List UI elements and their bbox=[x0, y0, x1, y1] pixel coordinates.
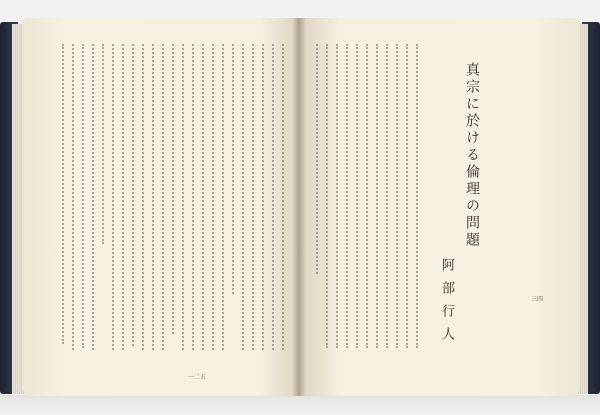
table-surface bbox=[0, 395, 600, 415]
left-page-number: 一二五 bbox=[188, 374, 207, 381]
right-page-text-columns bbox=[314, 44, 430, 354]
book-gutter bbox=[292, 18, 306, 396]
right-page-number: 三四 bbox=[531, 296, 544, 303]
author-name: 阿部行人 bbox=[439, 258, 454, 350]
article-title: 真宗に於ける倫理の問題 bbox=[464, 62, 480, 249]
left-page-text-columns bbox=[60, 44, 292, 354]
